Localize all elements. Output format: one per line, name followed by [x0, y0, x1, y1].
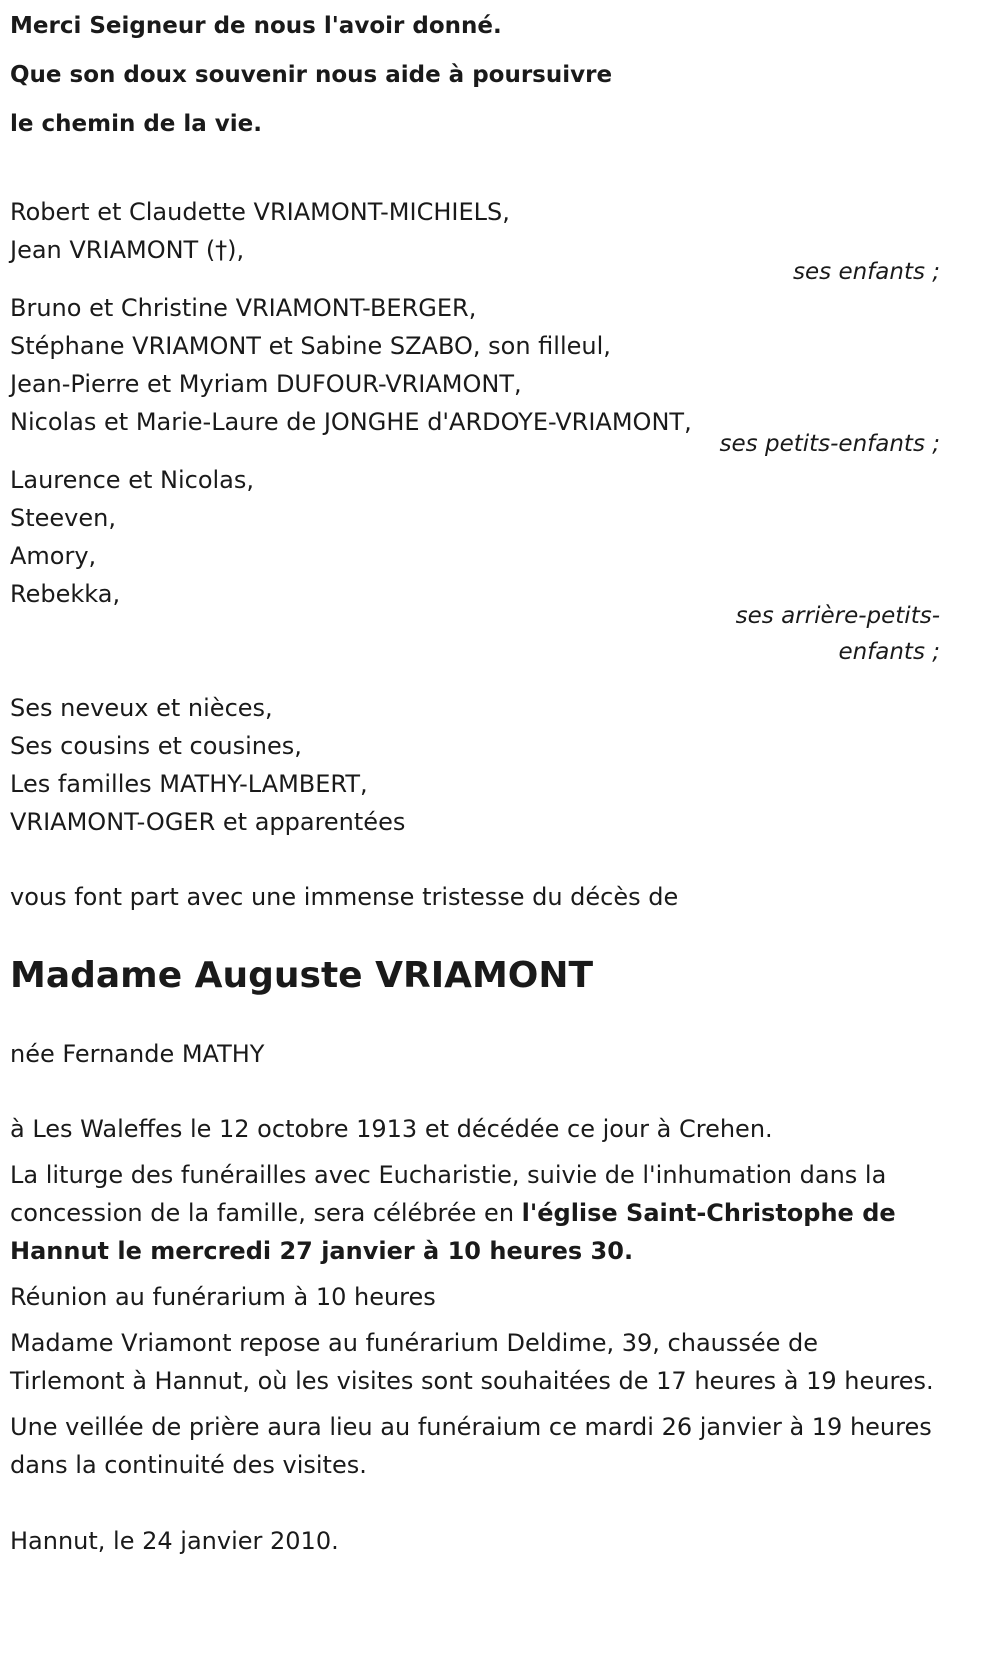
family-line: Laurence et Nicolas,: [10, 466, 255, 494]
place-date: Hannut, le 24 janvier 2010.: [10, 1527, 339, 1555]
prayer-line: Merci Seigneur de nous l'avoir donné.: [10, 13, 502, 39]
meeting-text: Réunion au funérarium à 10 heures: [10, 1283, 436, 1311]
grandchildren-group: [10, 289, 940, 463]
family-line: Ses neveux et nièces,: [10, 694, 273, 722]
visits-text: Madame Vriamont repose au funérarium Deldime, 39, chaussée de Tirlemont à Hannut, où les visites sont souhaitées de 17 heures à 19 heures.: [10, 1329, 934, 1395]
funeral-text: [10, 1156, 940, 1270]
relation-label: ses enfants ;: [793, 259, 940, 285]
family-line: Rebekka,: [10, 580, 121, 608]
maiden-name: née Fernande MATHY: [10, 1040, 265, 1068]
vigil-text: Une veillée de prière aura lieu au funéraium ce mardi 26 janvier à 19 heures dans la continuité des visites.: [10, 1413, 932, 1479]
family-line: Stéphane VRIAMONT et Sabine SZABO, son filleul,: [10, 332, 611, 360]
family-line: Nicolas et Marie-Laure de JONGHE d'ARDOYE-VRIAMONT,: [10, 408, 692, 436]
prayer-line: Que son doux souvenir nous aide à poursuivre: [10, 62, 613, 88]
obituary-page: [10, 0, 940, 1560]
family-line: VRIAMONT-OGER et apparentées: [10, 808, 406, 836]
funeral-text-regular: La liturge des funérailles avec Eucharistie, suivie de l'inhumation dans la concession de la famille, sera célébrée en: [10, 1161, 887, 1227]
prayer-line: le chemin de la vie.: [10, 111, 263, 137]
relation-label: ses petits-enfants ;: [719, 431, 940, 457]
family-line: Amory,: [10, 542, 97, 570]
family-line: Les familles MATHY-LAMBERT,: [10, 770, 368, 798]
children-group: [10, 193, 940, 291]
family-line: Ses cousins et cousines,: [10, 732, 302, 760]
family-line: Steeven,: [10, 504, 116, 532]
announcement-text: vous font part avec une immense tristesse du décès de: [10, 883, 679, 911]
relation-label: ses arrière-petits-: [735, 603, 940, 629]
funeral-location-time: l'église Saint-Christophe de Hannut le mercredi 27 janvier à 10 heures 30.: [10, 1199, 896, 1265]
deceased-name: Madame Auguste VRIAMONT: [10, 955, 594, 996]
relation-label: enfants ;: [838, 639, 940, 665]
others-group: [10, 689, 940, 841]
great-grandchildren-group: [10, 461, 940, 671]
family-line: Jean-Pierre et Myriam DUFOUR-VRIAMONT,: [10, 370, 522, 398]
birth-death-text: à Les Waleffes le 12 octobre 1913 et décédée ce jour à Crehen.: [10, 1115, 773, 1143]
family-line: Jean VRIAMONT (†),: [10, 236, 245, 264]
prayer-block: [10, 2, 940, 149]
family-line: Bruno et Christine VRIAMONT-BERGER,: [10, 294, 477, 322]
family-line: Robert et Claudette VRIAMONT-MICHIELS,: [10, 198, 510, 226]
